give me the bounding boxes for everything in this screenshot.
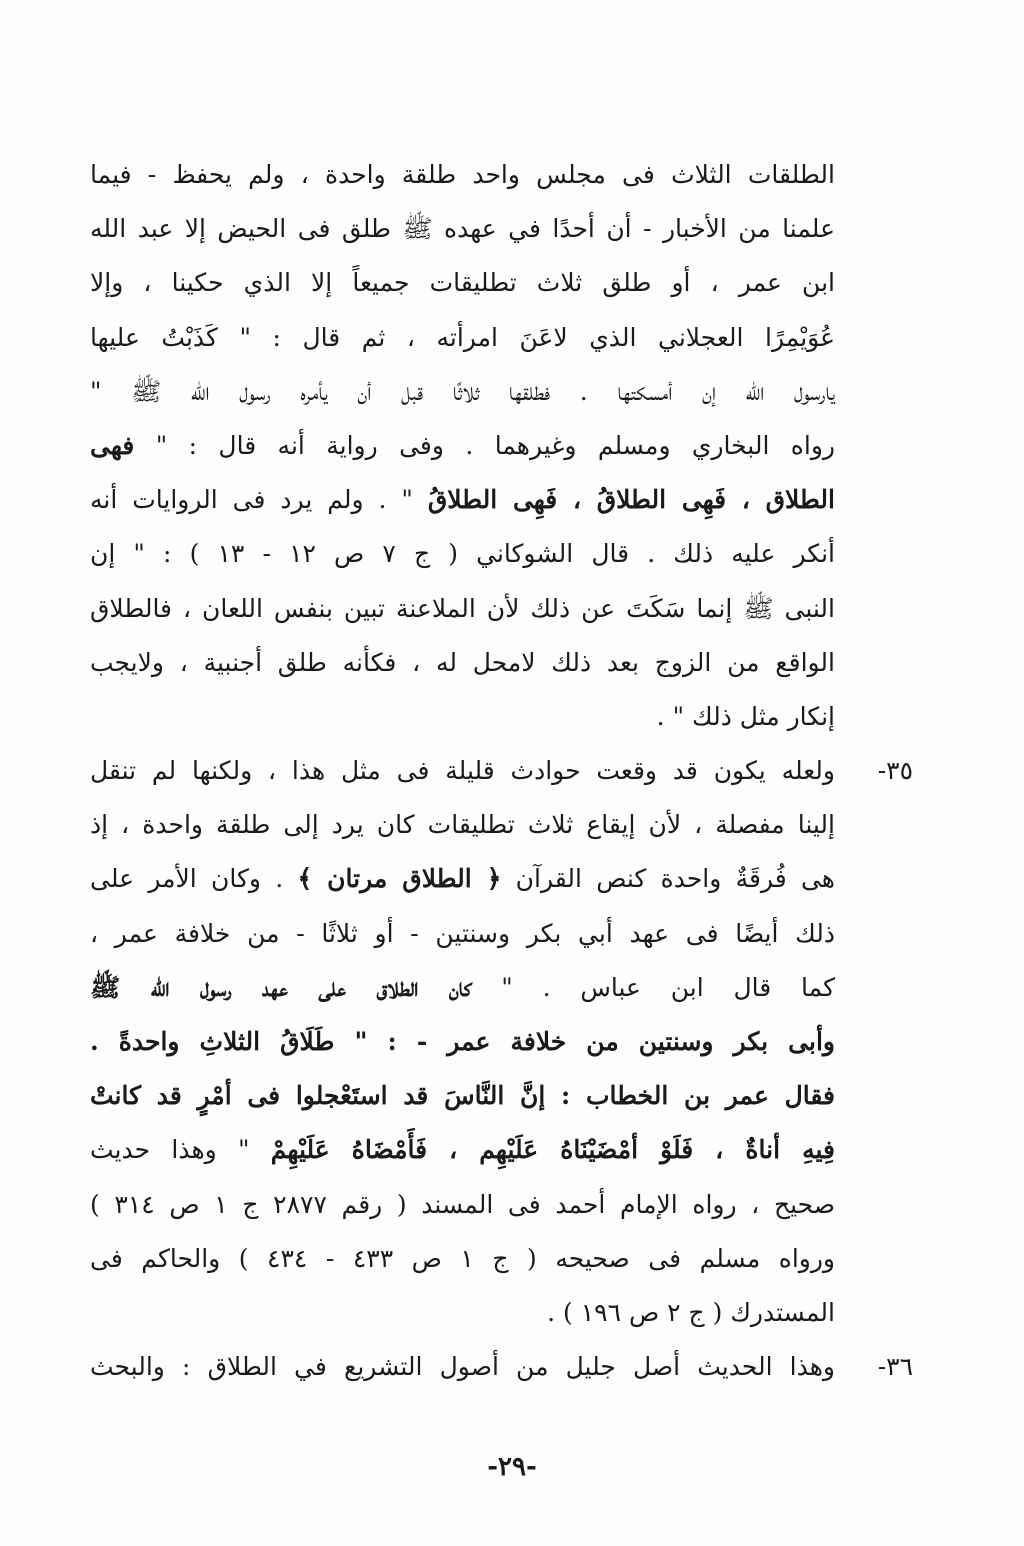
text-line	[90, 1340, 913, 1394]
line-text: ابن عمر ، أو طلق ثلاث تطليقات جميعاً إلا الذي حكينا ، وإلا	[90, 268, 835, 298]
text-line	[90, 148, 835, 202]
text-line	[90, 1015, 835, 1069]
line-text: الواقع من الزوج بعد ذلك لامحل له ، فكأنه طلق أجنبية ، ولايجب	[90, 647, 835, 677]
line-text: ورواه مسلم فى صحيحه ( ج ١ ص ٤٣٣ - ٤٣٤ ) والحاكم فى	[90, 1243, 836, 1273]
page-number: -٢٩-	[487, 1452, 537, 1482]
emphasized-text: الطلاق ، فَهِى الطلاقُ ، فَهِى الطلاقُ	[427, 485, 835, 515]
text-line	[90, 907, 835, 961]
text-line	[90, 636, 835, 690]
line-text: عُوَيْمِرًا العجلاني الذي لاعَنَ امرأته ، ثم قال : " كَذَبْتُ عليها	[90, 322, 835, 352]
text-line	[90, 961, 835, 1015]
text-line	[90, 1232, 835, 1286]
emphasized-text: فهى	[90, 430, 135, 460]
text-line	[90, 202, 835, 256]
line-text: كما قال ابن عباس . "	[471, 972, 835, 1002]
line-text: رواه البخاري ومسلم وغيرهما . وفى رواية أنه قال : "	[134, 430, 835, 460]
text-line	[90, 1123, 835, 1177]
emphasized-text: فِيهِ أناةٌ ، فَلَوْ أمْضَيْنَاهُ عَلَيْهِم ، فَأَمْضَاهُ عَلَيْهِمْ	[270, 1135, 835, 1165]
text-line	[90, 311, 835, 365]
text-line	[90, 256, 835, 310]
line-text: " . ولم يرد فى الروايات أنه	[90, 485, 428, 515]
line-text: . وكان الأمر على	[90, 864, 298, 894]
line-text: ذلك أيضًا فى عهد أبي بكر وسنتين - أو ثلاثًا - من خلافة عمر ،	[90, 918, 835, 948]
text-line	[90, 527, 835, 581]
text-line	[90, 582, 835, 636]
text-line	[90, 473, 835, 527]
emphasized-text: ﴿ الطلاق مرتان ﴾	[297, 864, 502, 894]
emphasized-text: كان الطلاق على عهد رسول الله ﷺ	[90, 972, 472, 1002]
text-line	[90, 798, 835, 852]
line-text: المستدرك ( ج ٢ ص ١٩٦ ) .	[547, 1297, 835, 1327]
line-text: هى فُرقَةٌ واحدة كنص القرآن	[501, 864, 835, 894]
line-text: إنكار مثل ذلك " .	[656, 701, 835, 731]
line-text: ولعله يكون قد وقعت حوادث قليلة فى مثل هذا ، ولكنها لم تنقل	[90, 756, 835, 786]
text-line	[90, 419, 835, 473]
line-text: النبى ﷺ إنما سَكَتَ عن ذلك لأن الملاعنة تبين بنفس اللعان ، فالطلاق	[90, 593, 835, 623]
body-text	[90, 148, 913, 1394]
text-line	[90, 1069, 835, 1123]
text-line	[90, 744, 913, 798]
line-text: وهذا الحديث أصل جليل من أصول التشريع في الطلاق : والبحث	[90, 1352, 835, 1382]
line-text: الطلقات الثلاث فى مجلس واحد طلقة واحدة ، ولم يحفظ - فيما	[90, 160, 835, 189]
paragraph-number: ٣٥-	[877, 756, 913, 786]
text-line	[90, 852, 835, 906]
text-line	[90, 1286, 835, 1340]
text-line	[90, 1178, 835, 1232]
line-text: صحيح ، رواه الإمام أحمد فى المسند ( رقم ٢٨٧٧ ج ١ ص ٣١٤ )	[90, 1189, 835, 1219]
text-line	[90, 690, 835, 744]
line-text: " وهذا حديث	[90, 1135, 271, 1165]
line-text: علمنا من الأخبار - أن أحدًا في عهده ﷺ طلق فى الحيض إلا عبد الله	[90, 214, 835, 244]
line-text: يارسول الله إن أمسكتها . فطلقها ثلاثًا قبل أن يأمره رسول الله ﷺ "	[90, 376, 835, 406]
emphasized-text: فقال عمر بن الخطاب : إنَّ النَّاسَ قد استَعْجلوا فى أمْرٍ قد كانتْ	[90, 1081, 835, 1111]
text-line	[90, 365, 835, 419]
paragraph-number: ٣٦-	[877, 1352, 913, 1382]
line-text: أنكر عليه ذلك . قال الشوكاني ( ج ٧ ص ١٢ - ١٣ ) : " إن	[90, 539, 835, 569]
line-text: إلينا مفصلة ، لأن إيقاع ثلاث تطليقات كان يرد إلى طلقة واحدة ، إذ	[90, 810, 835, 840]
emphasized-text: وأبى بكر وسنتين من خلافة عمر - : " طَلَاقُ الثلاثِ واحدةً .	[90, 1027, 835, 1056]
